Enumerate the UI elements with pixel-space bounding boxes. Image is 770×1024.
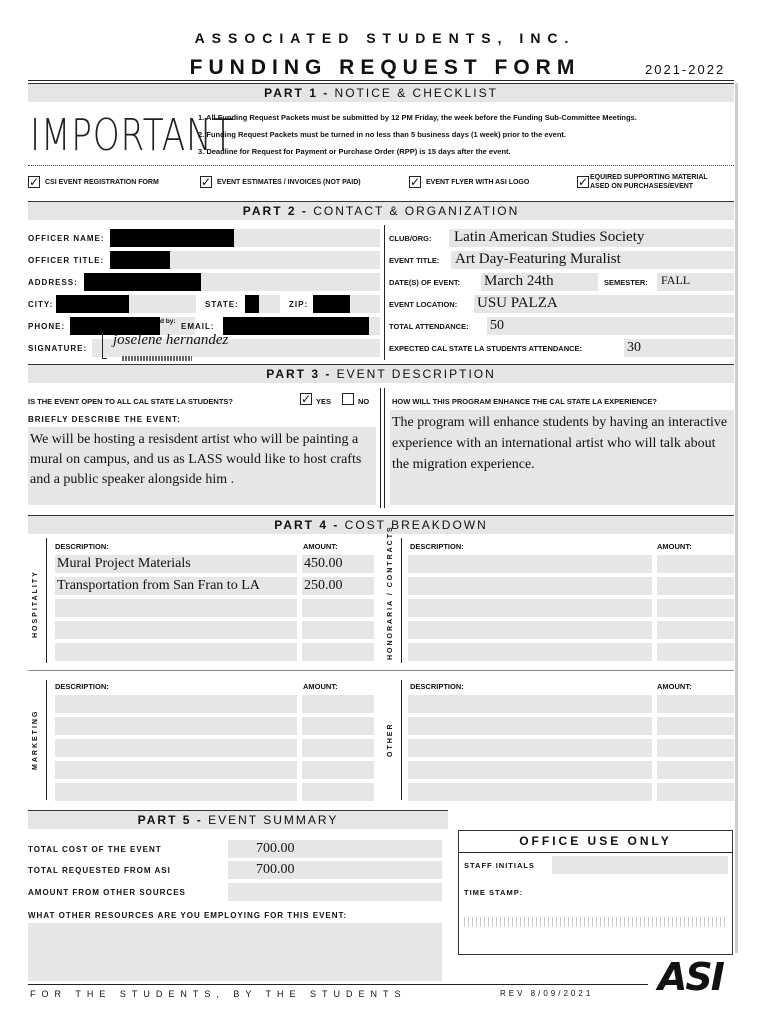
asi-logo: ASI: [658, 955, 723, 999]
enhance-value: The program will enhance students by having an interactive experience with an international artist who will talk about the migration experience.: [392, 415, 728, 472]
marketing-bar: [46, 680, 47, 800]
location-value: USU PALZA: [477, 295, 558, 311]
footer-tagline: FOR THE STUDENTS, BY THE STUDENTS: [30, 989, 407, 999]
other-desc-row[interactable]: [408, 739, 652, 757]
checklist-label: CSI EVENT REGISTRATION FORM: [45, 179, 159, 186]
other-label: OTHER: [387, 722, 394, 757]
section-divider: [28, 670, 734, 671]
resources-label: WHAT OTHER RESOURCES ARE YOU EMPLOYING FOR THIS EVENT:: [28, 911, 348, 920]
other-amount-row[interactable]: [657, 783, 734, 801]
mkt-amount-row[interactable]: [302, 717, 374, 735]
checklist-label: EQUIRED SUPPORTING MATERIAL: [590, 174, 708, 181]
location-label: EVENT LOCATION:: [389, 300, 458, 309]
city-label: CITY:: [28, 300, 54, 309]
hon-amount-row[interactable]: [657, 577, 734, 595]
checkbox-event-flyer[interactable]: ✓: [410, 175, 421, 189]
other-bar: [401, 680, 402, 800]
hosp-amount-row[interactable]: [302, 621, 374, 639]
redaction-bar: [84, 273, 201, 291]
part5-band: PART 5 - EVENT SUMMARY: [28, 810, 448, 829]
other-sources-field[interactable]: [228, 883, 442, 901]
note-2: 2. Funding Request Packets must be turned in no less than 5 business days (1 week) prior to the event.: [198, 130, 567, 139]
signature-script: joselene hernandez: [113, 332, 229, 348]
important-label: IMPORTANT: [30, 110, 235, 161]
checkbox-event-estimates[interactable]: ✓: [201, 175, 212, 189]
hosp-item-amount: 450.00: [304, 556, 343, 571]
marketing-label: MARKETING: [32, 709, 39, 770]
other-desc-row[interactable]: [408, 717, 652, 735]
hon-desc-row[interactable]: [408, 643, 652, 661]
attendance-field[interactable]: [487, 317, 734, 335]
org-name: ASSOCIATED STUDENTS, INC.: [194, 30, 576, 46]
semester-label: SEMESTER:: [604, 278, 648, 287]
mkt-amount-header: AMOUNT:: [303, 682, 338, 691]
club-value: Latin American Studies Society: [454, 229, 645, 245]
hon-amount-row[interactable]: [657, 599, 734, 617]
signed-by-fragment: d by:: [160, 318, 176, 325]
form-title: FUNDING REQUEST FORM: [189, 56, 581, 79]
mkt-amount-row[interactable]: [302, 783, 374, 801]
hon-amount-row[interactable]: [657, 643, 734, 661]
other-desc-header: DESCRIPTION:: [410, 682, 464, 691]
part3-divider: [384, 388, 385, 508]
officer-name-label: OFFICER NAME:: [28, 234, 105, 243]
honoraria-label: HONORARIA / CONTRACTS: [387, 525, 394, 660]
hosp-amount-header: AMOUNT:: [303, 542, 338, 551]
honoraria-bar: [401, 538, 402, 663]
hospitality-label: HOSPITALITY: [32, 570, 39, 638]
part3-divider: [380, 388, 381, 508]
other-sources-label: AMOUNT FROM OTHER SOURCES: [28, 888, 186, 897]
right-margin-bar: [735, 83, 738, 953]
hosp-item-desc: Mural Project Materials: [57, 556, 191, 571]
redaction-bar: [56, 295, 129, 313]
hosp-amount-row[interactable]: [302, 643, 374, 661]
checklist-label: ASED ON PURCHASES/EVENT: [590, 183, 694, 190]
other-desc-row[interactable]: [408, 761, 652, 779]
total-requested-label: TOTAL REQUESTED FROM ASI: [28, 866, 171, 875]
hon-desc-row[interactable]: [408, 577, 652, 595]
part2-divider: [384, 225, 385, 360]
other-amount-row[interactable]: [657, 717, 734, 735]
officer-title-label: OFFICER TITLE:: [28, 256, 105, 265]
hosp-amount-row[interactable]: [302, 599, 374, 617]
signature-label: SIGNATURE:: [28, 344, 88, 353]
mkt-amount-row[interactable]: [302, 739, 374, 757]
part3-band: PART 3 - EVENT DESCRIPTION: [28, 364, 734, 383]
header-rule: [28, 80, 734, 81]
other-amount-row[interactable]: [657, 695, 734, 713]
time-stamp-strip: [464, 917, 728, 927]
hosp-desc-row[interactable]: [55, 643, 297, 661]
describe-label: BRIEFLY DESCRIBE THE EVENT:: [28, 415, 181, 424]
address-label: ADDRESS:: [28, 278, 78, 287]
hosp-item-desc: Transportation from San Fran to LA: [57, 578, 260, 593]
phone-label: PHONE:: [28, 322, 66, 331]
part4-band: PART 4 - COST BREAKDOWN: [28, 515, 734, 534]
total-requested-value: 700.00: [256, 862, 295, 877]
hosp-desc-row[interactable]: [55, 621, 297, 639]
form-year: 2021-2022: [645, 62, 726, 77]
mkt-desc-row[interactable]: [55, 739, 297, 757]
checklist-label: EVENT ESTIMATES / INVOICES (NOT PAID): [217, 179, 361, 186]
hon-amount-row[interactable]: [657, 555, 734, 573]
checkbox-csi-registration[interactable]: ✓: [29, 175, 40, 189]
footer-revision: REV 8/09/2021: [500, 989, 594, 998]
office-divider: [458, 852, 733, 853]
part2-band: PART 2 - CONTACT & ORGANIZATION: [28, 201, 734, 220]
no-label: NO: [358, 397, 370, 406]
mkt-desc-row[interactable]: [55, 783, 297, 801]
mkt-desc-row[interactable]: [55, 695, 297, 713]
yes-label: YES: [316, 397, 332, 406]
redaction-bar: [223, 317, 369, 335]
attendance-value: 50: [490, 318, 504, 333]
other-desc-row[interactable]: [408, 783, 652, 801]
hon-desc-row[interactable]: [408, 555, 652, 573]
mkt-desc-header: DESCRIPTION:: [55, 682, 109, 691]
mkt-amount-row[interactable]: [302, 695, 374, 713]
mkt-desc-row[interactable]: [55, 761, 297, 779]
redaction-bar: [245, 295, 259, 313]
resources-field[interactable]: [28, 923, 442, 981]
club-label: CLUB/ORG:: [389, 234, 432, 243]
redaction-bar: [110, 229, 234, 247]
hosp-desc-header: DESCRIPTION:: [55, 542, 109, 551]
dates-label: DATE(S) OF EVENT:: [389, 278, 461, 287]
hon-amount-header: AMOUNT:: [657, 542, 692, 551]
dotted-divider: [28, 165, 734, 166]
checklist-label: EVENT FLYER WITH ASI LOGO: [426, 179, 530, 186]
total-cost-label: TOTAL COST OF THE EVENT: [28, 845, 162, 854]
time-stamp-label: TIME STAMP:: [464, 888, 524, 897]
hon-amount-row[interactable]: [657, 621, 734, 639]
hon-desc-row[interactable]: [408, 599, 652, 617]
other-amount-row[interactable]: [657, 739, 734, 757]
other-amount-row[interactable]: [657, 761, 734, 779]
redaction-bar: [110, 251, 170, 269]
csula-attendance-value: 30: [627, 340, 641, 355]
open-question: IS THE EVENT OPEN TO ALL CAL STATE LA STUDENTS?: [28, 397, 234, 406]
mkt-amount-row[interactable]: [302, 761, 374, 779]
hon-desc-header: DESCRIPTION:: [410, 542, 464, 551]
semester-value: FALL: [661, 273, 691, 287]
note-3: 3. Deadline for Request for Payment or Purchase Order (RPP) is 15 days after the event.: [198, 147, 511, 156]
checkbox-supporting-material[interactable]: ✓: [578, 175, 589, 189]
enhance-label: HOW WILL THIS PROGRAM ENHANCE THE CAL STATE LA EXPERIENCE?: [392, 397, 658, 406]
hon-desc-row[interactable]: [408, 621, 652, 639]
part1-band: PART 1 - NOTICE & CHECKLIST: [28, 83, 734, 102]
signature-id-strip: [122, 356, 192, 361]
hospitality-bar: [46, 538, 47, 663]
redaction-bar: [313, 295, 350, 313]
office-use-title: OFFICE USE ONLY: [519, 834, 672, 848]
mkt-desc-row[interactable]: [55, 717, 297, 735]
total-cost-value: 700.00: [256, 841, 295, 856]
checkbox-yes[interactable]: ✓: [301, 392, 312, 406]
attendance-label: TOTAL ATTENDANCE:: [389, 322, 469, 331]
state-label: STATE:: [205, 300, 239, 309]
email-label: EMAIL:: [181, 322, 215, 331]
zip-label: ZIP:: [289, 300, 309, 309]
footer-rule: [28, 984, 648, 985]
dates-value: March 24th: [484, 273, 554, 289]
staff-initials-field[interactable]: [552, 856, 728, 874]
hosp-desc-row[interactable]: [55, 599, 297, 617]
staff-initials-label: STAFF INITIALS: [464, 861, 535, 870]
checkbox-no[interactable]: [342, 393, 354, 405]
other-amount-header: AMOUNT:: [657, 682, 692, 691]
note-1: 1. All Funding Request Packets must be submitted by 12 PM Friday, the week before the Funding Sub-Committee Meetings.: [198, 113, 637, 122]
event-title-value: Art Day-Featuring Muralist: [455, 251, 621, 267]
other-desc-row[interactable]: [408, 695, 652, 713]
describe-value: We will be hosting a resisdent artist who will be painting a mural on campus, and us as LASS would like to host crafts and a public speaker alongside him .: [30, 432, 362, 487]
hosp-item-amount: 250.00: [304, 578, 343, 593]
event-title-label: EVENT TITLE:: [389, 256, 440, 265]
csula-attendance-label: EXPECTED CAL STATE LA STUDENTS ATTENDANCE:: [389, 344, 583, 353]
signature-bracket: [102, 333, 107, 359]
